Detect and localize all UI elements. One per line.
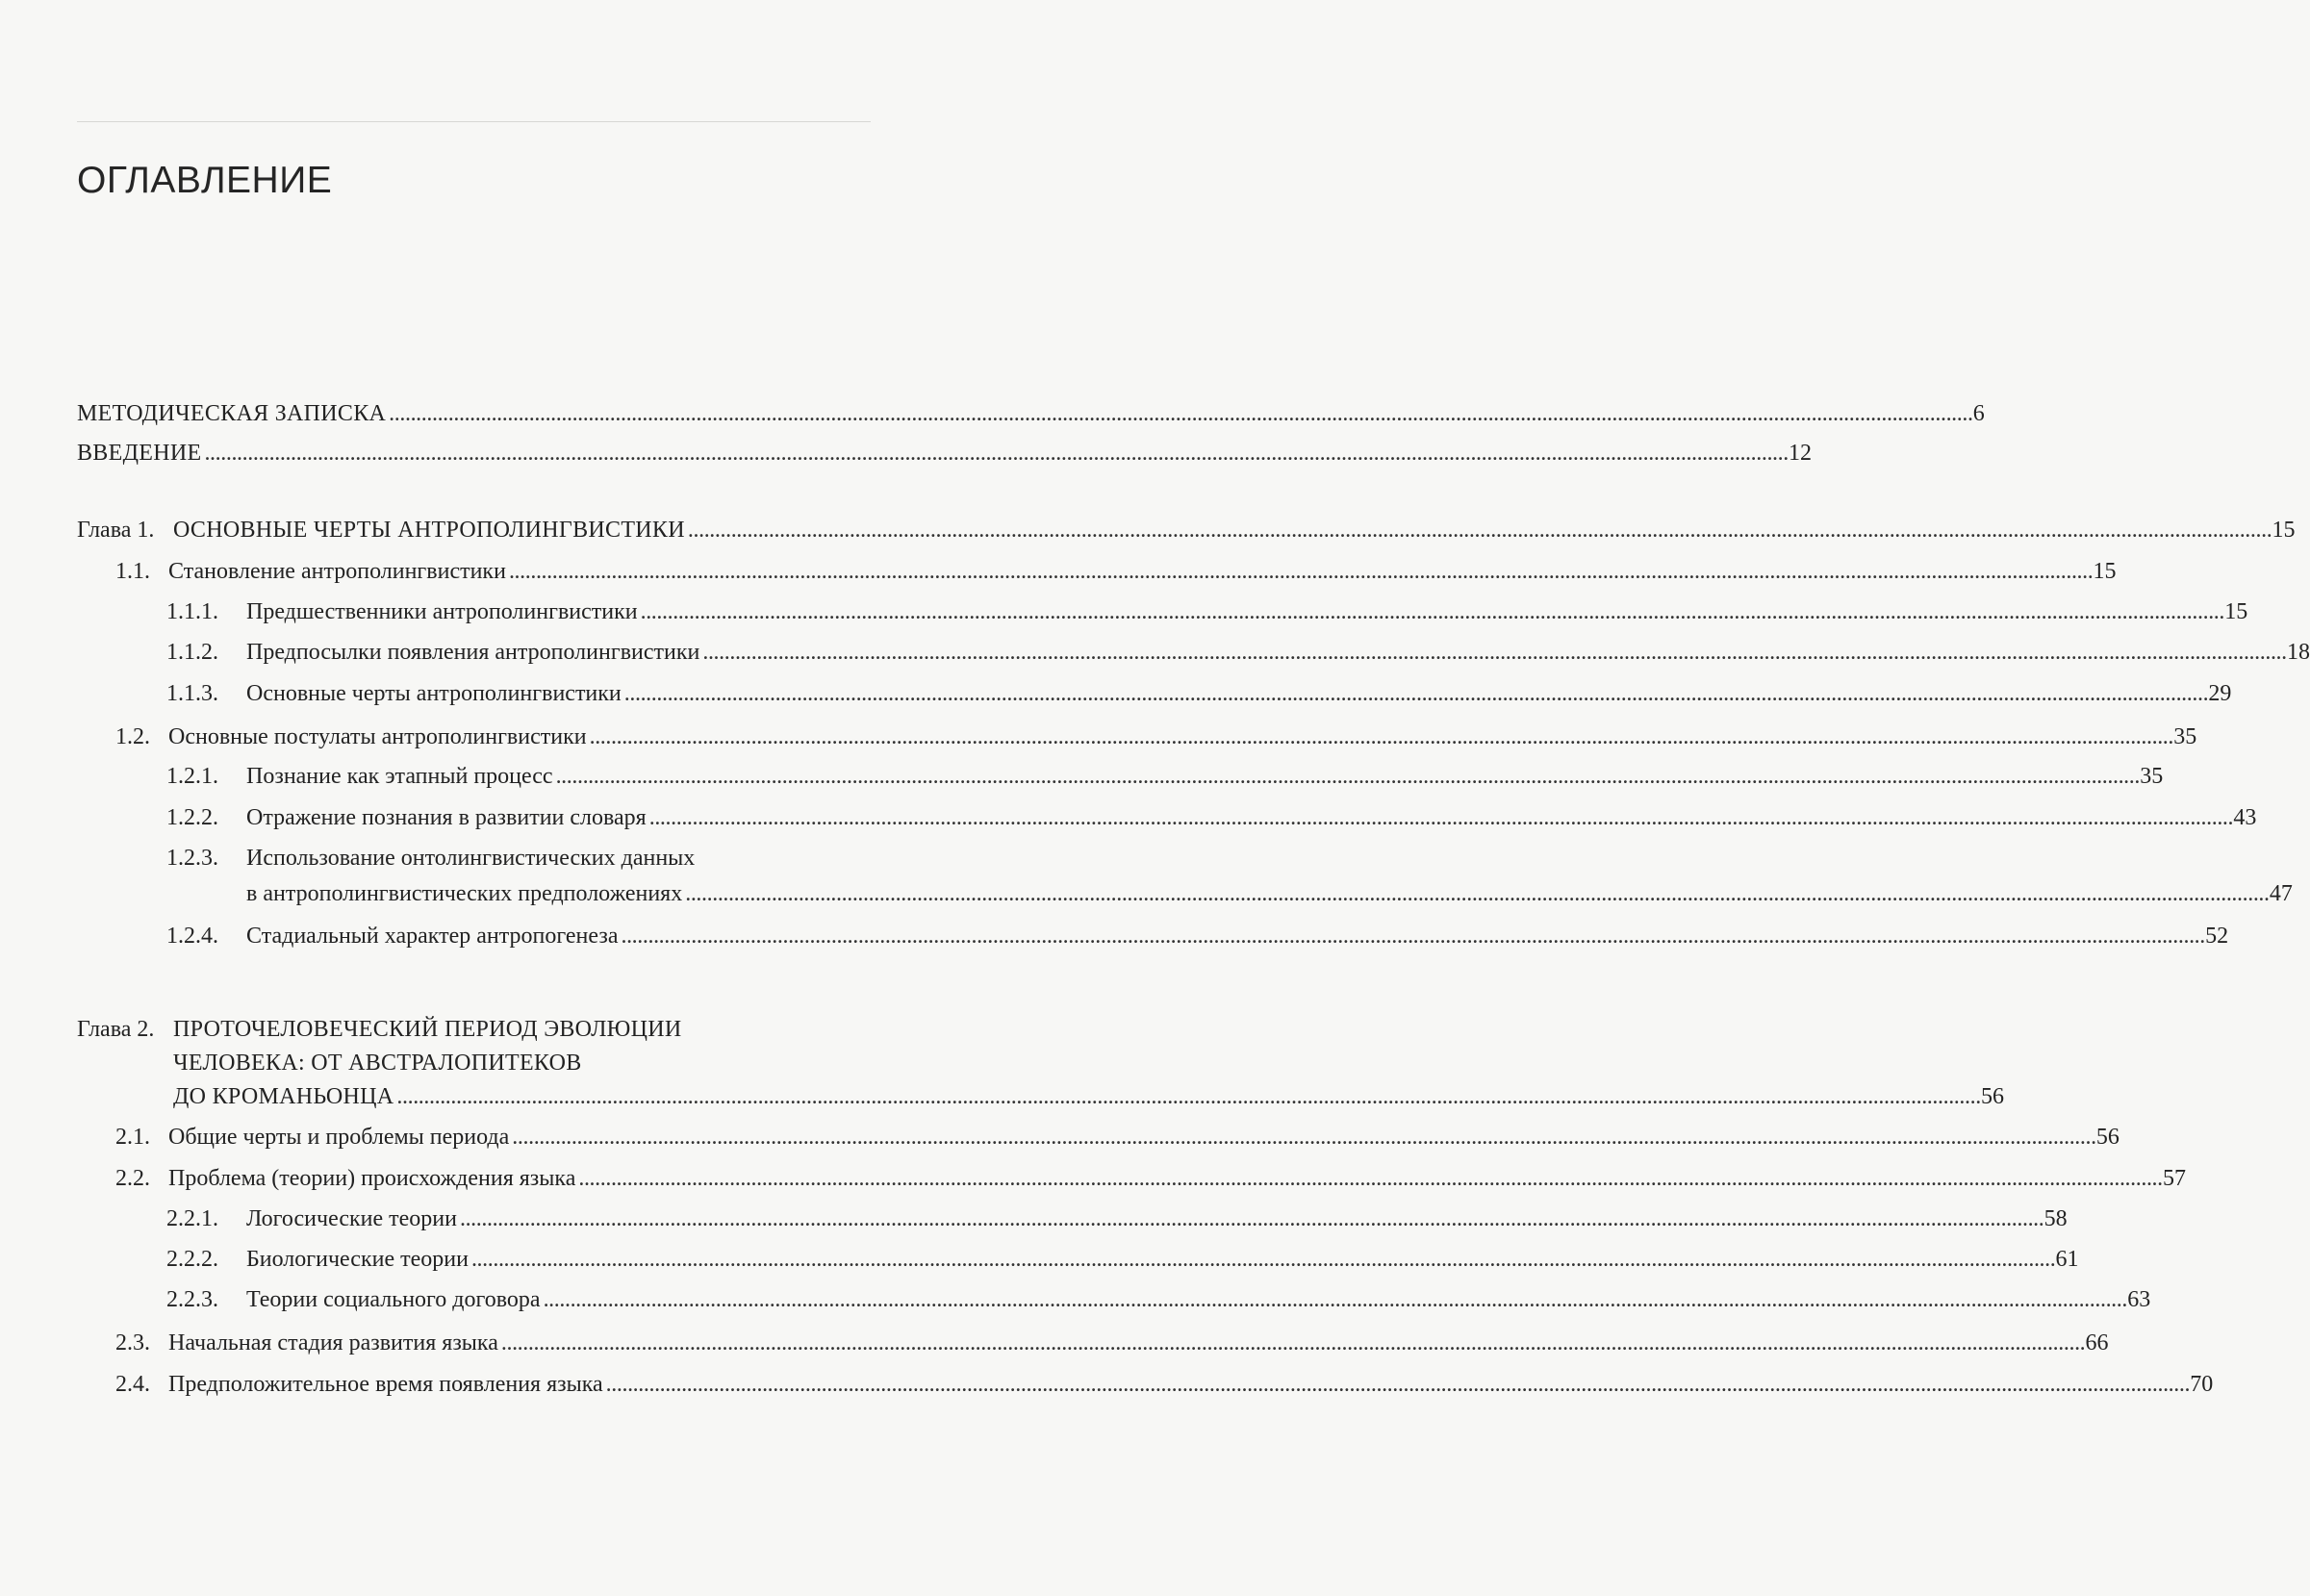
leader-dots xyxy=(556,757,2138,797)
toc-number: 2.2.2. xyxy=(166,1247,218,1272)
toc-entry-2-3[interactable] xyxy=(77,1324,2109,1363)
toc-entry-2-1[interactable] xyxy=(77,1118,2120,1157)
toc-title: Проблема (теории) происхождения языка xyxy=(168,1166,576,1191)
toc-entry-2-4[interactable] xyxy=(77,1365,2214,1405)
toc-page-number: 56 xyxy=(2095,1125,2120,1150)
toc-page-number: 35 xyxy=(2173,724,2197,749)
toc-title: ОСНОВНЫЕ ЧЕРТЫ АНТРОПОЛИНГВИСТИКИ xyxy=(173,518,685,543)
toc-page-number: 57 xyxy=(2162,1166,2186,1191)
toc-number: 1.2. xyxy=(115,724,150,749)
leader-dots xyxy=(590,718,2171,757)
leader-dots xyxy=(509,552,2091,592)
toc-title: Основные черты антрополингвистики xyxy=(246,681,622,706)
leader-dots xyxy=(578,1159,2160,1199)
toc-number: 2.2. xyxy=(115,1166,150,1191)
toc-title-continued: ЧЕЛОВЕКА: ОТ АВСТРАЛОПИТЕКОВ xyxy=(173,1051,582,1076)
leader-dots xyxy=(606,1365,2188,1405)
toc-entry-1-1[interactable] xyxy=(77,552,2117,592)
toc-entry-1-1-3[interactable] xyxy=(77,674,2232,714)
leader-dots xyxy=(649,798,2231,838)
toc-entry-1-1-1[interactable] xyxy=(77,593,2248,632)
toc-title: Начальная стадия развития языка xyxy=(168,1330,498,1355)
toc-entry-1-2-2[interactable] xyxy=(77,798,2257,838)
toc-number: 2.2.1. xyxy=(166,1206,218,1231)
header-rule xyxy=(77,121,871,122)
toc-title: Становление антрополингвистики xyxy=(168,559,506,584)
toc-number: Глава 2. xyxy=(77,1017,155,1042)
toc-title-continued: ДО КРОМАНЬОНЦА xyxy=(173,1084,394,1109)
toc-page-number: 15 xyxy=(2272,518,2296,543)
toc-title: Использование онтолингвистических данных xyxy=(246,846,696,871)
toc-number: 1.2.1. xyxy=(166,764,218,789)
toc-page-number: 63 xyxy=(2127,1287,2151,1312)
toc-page-number: 43 xyxy=(2233,805,2257,830)
page-title: ОГЛАВЛЕНИЕ xyxy=(77,160,333,201)
leader-dots xyxy=(641,593,2222,632)
toc-entry-2-2-2[interactable] xyxy=(77,1240,2079,1279)
toc-title: Теории социального договора xyxy=(246,1287,541,1312)
toc-number: 2.1. xyxy=(115,1125,150,1150)
toc-title: МЕТОДИЧЕСКАЯ ЗАПИСКА xyxy=(77,401,387,426)
toc-page-number: 29 xyxy=(2208,681,2232,706)
toc-entry-intro[interactable] xyxy=(77,434,1813,473)
toc-entry-1-2[interactable] xyxy=(77,718,2197,757)
toc-title: ВВЕДЕНИЕ xyxy=(77,441,202,466)
toc-page-number: 47 xyxy=(2269,881,2293,906)
toc-number: 2.3. xyxy=(115,1330,150,1355)
toc-title: Основные постулаты антрополингвистики xyxy=(168,724,587,749)
toc-title-continued: в антрополингвистических предположениях xyxy=(246,881,683,906)
toc-page-number: 6 xyxy=(1972,401,1985,426)
toc-title: Биологические теории xyxy=(246,1247,469,1272)
leader-dots xyxy=(471,1240,2053,1279)
toc-page-number: 15 xyxy=(2093,559,2117,584)
leader-dots xyxy=(204,434,1786,473)
toc-page-number: 35 xyxy=(2140,764,2164,789)
toc-title: Отражение познания в развитии словаря xyxy=(246,805,647,830)
toc-page-number: 70 xyxy=(2190,1372,2214,1397)
toc-entry-2-2-3[interactable] xyxy=(77,1280,2151,1320)
toc-title: ПРОТОЧЕЛОВЕЧЕСКИЙ ПЕРИОД ЭВОЛЮЦИИ xyxy=(173,1017,682,1042)
leader-dots xyxy=(501,1324,2083,1363)
toc-page-number: 66 xyxy=(2085,1330,2109,1355)
toc-page-number: 56 xyxy=(1981,1084,2005,1109)
toc-page-number: 52 xyxy=(2205,924,2229,949)
toc-entry-notes[interactable] xyxy=(77,394,1985,434)
toc-entry-chapter-1[interactable] xyxy=(77,511,2296,550)
leader-dots xyxy=(512,1118,2094,1157)
toc-page-number: 12 xyxy=(1789,441,1813,466)
toc-page-number: 15 xyxy=(2224,599,2248,624)
leader-dots xyxy=(396,1077,1978,1117)
toc-number: 2.2.3. xyxy=(166,1287,218,1312)
toc-entry-1-2-4[interactable] xyxy=(77,917,2229,956)
toc-title: Общие черты и проблемы периода xyxy=(168,1125,510,1150)
toc-number: 1.2.3. xyxy=(166,846,218,871)
toc-number: 1.1.1. xyxy=(166,599,218,624)
toc-title: Предположительное время появления языка xyxy=(168,1372,603,1397)
toc-number: 1.2.2. xyxy=(166,805,218,830)
toc-entry-1-1-2[interactable] xyxy=(77,633,2310,672)
leader-dots xyxy=(702,633,2284,672)
toc-page-number: 18 xyxy=(2286,640,2310,665)
leader-dots xyxy=(685,874,2267,914)
toc-number: 1.1. xyxy=(115,559,150,584)
leader-dots xyxy=(460,1200,2042,1239)
toc-entry-1-2-1[interactable] xyxy=(77,757,2164,797)
toc-number: Глава 1. xyxy=(77,518,155,543)
toc-number: 2.4. xyxy=(115,1372,150,1397)
toc-title: Предпосылки появления антрополингвистики xyxy=(246,640,700,665)
toc-title: Стадиальный характер антропогенеза xyxy=(246,924,619,949)
toc-title: Логосические теории xyxy=(246,1206,457,1231)
leader-dots xyxy=(621,917,2202,956)
toc-title: Предшественники антрополингвистики xyxy=(246,599,638,624)
leader-dots xyxy=(624,674,2206,714)
toc-page-number: 61 xyxy=(2055,1247,2079,1272)
leader-dots xyxy=(688,511,2270,550)
toc-entry-2-2[interactable] xyxy=(77,1159,2186,1199)
toc-number: 1.1.2. xyxy=(166,640,218,665)
toc-entry-2-2-1[interactable] xyxy=(77,1200,2068,1239)
toc-number: 1.2.4. xyxy=(166,924,218,949)
toc-number: 1.1.3. xyxy=(166,681,218,706)
toc-entry-chapter-2[interactable] xyxy=(77,1010,2005,1117)
toc-title: Познание как этапный процесс xyxy=(246,764,553,789)
toc-entry-1-2-3[interactable] xyxy=(77,839,2293,914)
toc-page-number: 58 xyxy=(2043,1206,2068,1231)
leader-dots xyxy=(389,394,1970,434)
leader-dots xyxy=(544,1280,2125,1320)
